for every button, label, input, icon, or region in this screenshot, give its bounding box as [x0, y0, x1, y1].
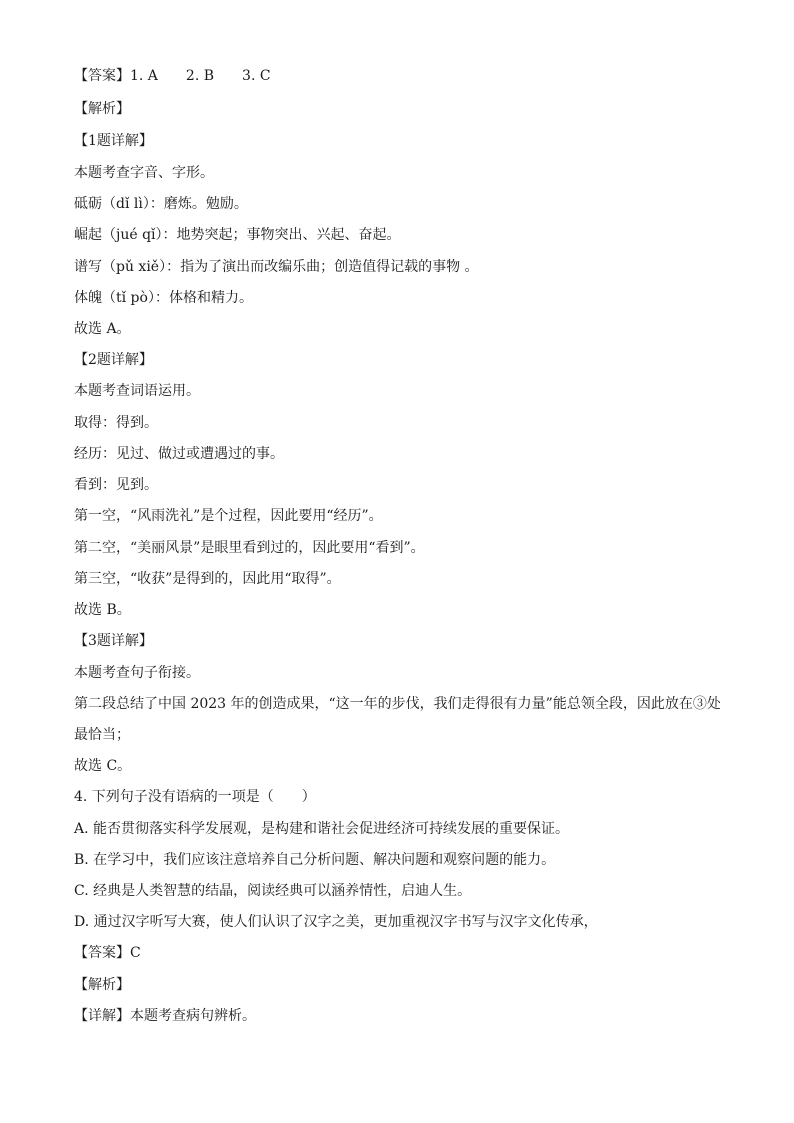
answer-item: 3. C [242, 68, 271, 84]
q4-answer-line [74, 944, 734, 962]
q4-detail: 【详解】本题考查病句辨析。 [74, 1008, 256, 1024]
answer-line-1 [74, 67, 734, 85]
q1-item: 崛起（jué qǐ）：地势突起；事物突出、兴起、奋起。 [74, 227, 401, 243]
q4-question: 4. 下列句子没有语病的一项是（ ） [74, 789, 316, 805]
analysis-heading: 【解析】 [74, 101, 130, 117]
q2-item: 第二空，“美丽风景”是眼里看到过的，因此要用“看到”。 [74, 540, 425, 556]
q1-heading: 【1题详解】 [74, 133, 153, 149]
q3-heading: 【3题详解】 [74, 633, 153, 649]
q2-heading: 【2题详解】 [74, 352, 153, 368]
q4-option-d: D. 通过汉字听写大赛，使人们认识了汉字之美，更加重视汉字书写与汉字文化传承， [74, 914, 598, 930]
q2-item: 经历：见过、做过或遭遇过的事。 [74, 446, 284, 462]
q3-conclusion: 故选 C。 [74, 758, 132, 774]
q1-item: 谱写（pǔ xiě）：指为了演出而改编乐曲；创造值得记载的事物 。 [74, 259, 479, 275]
q2-item: 第三空，“收获”是得到的，因此用“取得”。 [74, 571, 341, 587]
q3-body: 第二段总结了中国 2023 年的创造成果，“这一年的步伐，我们走得很有力量”能总领全段，因此放在③处最恰当； [74, 696, 721, 743]
q1-item: 体魄（tǐ pò）：体格和精力。 [74, 290, 253, 306]
q4-option-a: A. 能否贯彻落实科学发展观，是构建和谐社会促进经济可持续发展的重要保证。 [74, 821, 570, 837]
answer-label: 【答案】 [74, 68, 130, 84]
q1-item: 砥砺（dǐ lì）：磨炼。勉励。 [74, 196, 248, 212]
q3-intro: 本题考查句子衔接。 [74, 665, 200, 681]
answer-item: 1. A [130, 68, 158, 84]
q2-conclusion: 故选 B。 [74, 602, 131, 618]
answer-item: 2. B [185, 68, 215, 84]
q1-intro: 本题考查字音、字形。 [74, 165, 214, 181]
answer-label: 【答案】 [74, 945, 130, 961]
q2-item: 第一空，“风雨洗礼”是个过程，因此要用“经历”。 [74, 508, 383, 524]
q2-intro: 本题考查词语运用。 [74, 383, 200, 399]
answer-value: C [130, 945, 141, 961]
q1-conclusion: 故选 A。 [74, 321, 131, 337]
q2-item: 看到：见到。 [74, 477, 158, 493]
q2-item: 取得：得到。 [74, 415, 158, 431]
q4-option-c: C. 经典是人类智慧的结晶，阅读经典可以涵养情性，启迪人生。 [74, 883, 472, 899]
q4-option-b: B. 在学习中，我们应该注意培养自己分析问题、解决问题和观察问题的能力。 [74, 852, 556, 868]
q4-analysis-heading: 【解析】 [74, 977, 130, 993]
